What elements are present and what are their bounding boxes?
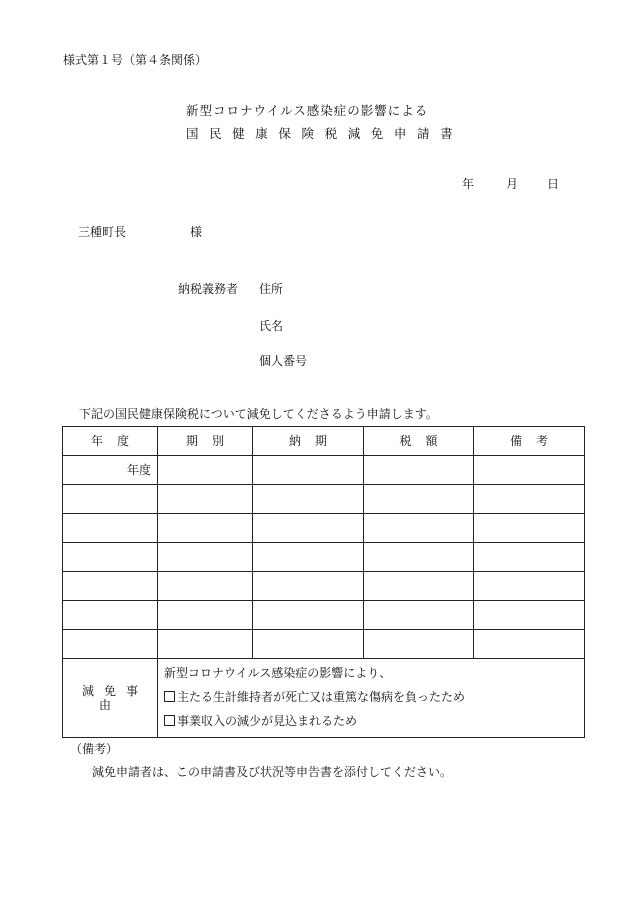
fiscal-year-cell[interactable] [63,601,158,630]
due-date-cell[interactable] [253,485,364,514]
due-date-cell[interactable] [253,543,364,572]
due-date-cell[interactable] [253,601,364,630]
address-label: 住所 [259,282,284,296]
tax-amount-cell[interactable] [364,543,474,572]
table-row [63,456,585,485]
remarks-cell[interactable] [474,485,585,514]
due-date-cell[interactable] [253,456,364,485]
fiscal-year-cell[interactable] [63,485,158,514]
checkbox-income-decrease[interactable] [164,715,175,726]
date-year-label: 年 [462,177,475,191]
table-row [63,601,585,630]
addressee-honorific: 様 [190,225,203,239]
request-statement: 下記の国民健康保険税について減免してくださるよう申請します。 [79,407,438,421]
reason-row [63,659,585,738]
remarks-text: 減免申請者は、この申請書及び状況等申告書を添付してください。 [92,765,453,779]
due-date-cell[interactable] [253,630,364,659]
reduction-reason-label: 減免事由 [63,659,158,738]
name-label: 氏名 [259,319,284,333]
tax-amount-cell[interactable] [364,601,474,630]
remarks-cell[interactable] [474,601,585,630]
table-row [63,543,585,572]
due-date-cell[interactable] [253,572,364,601]
remarks-cell[interactable] [474,456,585,485]
table-row [63,514,585,543]
taxpayer-label: 納税義務者 [178,282,239,296]
tax-amount-cell[interactable] [364,630,474,659]
tax-amount-cell[interactable] [364,572,474,601]
period-cell[interactable] [158,456,253,485]
tax-reduction-table [62,426,585,738]
remarks-cell[interactable] [474,514,585,543]
fiscal-year-cell[interactable] [63,543,158,572]
remarks-cell[interactable] [474,630,585,659]
header-remarks: 備考 [474,427,585,456]
form-number: 様式第１号（第４条関係） [63,53,208,67]
reason-option-income-decrease[interactable] [164,709,578,733]
checkbox-death-illness[interactable] [164,691,175,702]
tax-amount-cell[interactable] [364,514,474,543]
date-month-label: 月 [506,177,519,191]
title-line-1: 新型コロナウイルス感染症の影響による [186,103,429,118]
tax-amount-cell[interactable] [364,456,474,485]
due-date-cell[interactable] [253,514,364,543]
header-tax-amount: 税額 [364,427,474,456]
fiscal-year-cell[interactable]: 年度 [63,456,158,485]
fiscal-year-cell[interactable] [63,630,158,659]
remarks-cell[interactable] [474,572,585,601]
reason-option-death-illness[interactable] [164,685,578,709]
table-row [63,485,585,514]
period-cell[interactable] [158,485,253,514]
reason-option-death-illness-label: 主たる生計維持者が死亡又は重篤な傷病を負ったため [177,690,466,704]
period-cell[interactable] [158,601,253,630]
tax-amount-cell[interactable] [364,485,474,514]
reason-intro: 新型コロナウイルス感染症の影響により、 [164,666,392,680]
fiscal-year-cell[interactable] [63,514,158,543]
table-row [63,630,585,659]
period-cell[interactable] [158,514,253,543]
header-period: 期別 [158,427,253,456]
period-cell[interactable] [158,543,253,572]
remarks-cell[interactable] [474,543,585,572]
table-header-row [63,427,585,456]
reduction-reason-body [158,659,585,738]
remarks-label: （備考） [70,742,119,756]
individual-number-label: 個人番号 [259,354,308,368]
header-due-date: 納期 [253,427,364,456]
page-title: 国民健康保険税減免申請書 [186,126,464,141]
reason-option-income-decrease-label: 事業収入の減少が見込まれるため [177,714,358,728]
date-day-label: 日 [547,177,560,191]
table-row [63,572,585,601]
fiscal-year-cell[interactable] [63,572,158,601]
addressee-name: 三種町長 [78,225,127,239]
header-fiscal-year: 年度 [63,427,158,456]
period-cell[interactable] [158,630,253,659]
period-cell[interactable] [158,572,253,601]
